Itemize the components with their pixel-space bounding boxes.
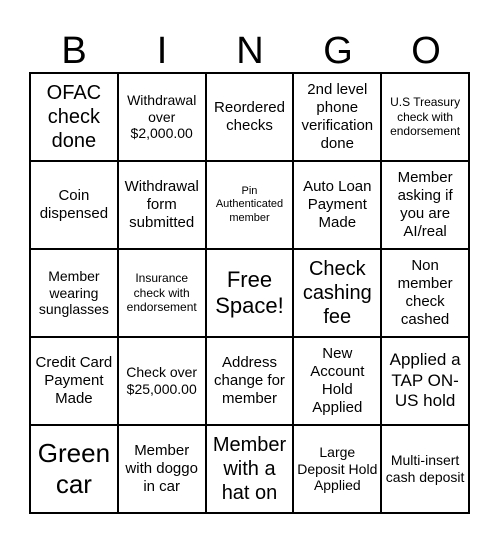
cell-text: Multi-insert cash deposit [385,452,465,485]
header-letter-n: N [236,30,264,72]
bingo-header [30,30,470,72]
bingo-cell[interactable] [206,249,294,337]
bingo-cell[interactable] [381,161,469,249]
bingo-grid [29,72,470,514]
bingo-cell[interactable] [206,425,294,513]
bingo-cell[interactable] [30,337,118,425]
cell-text: Check cashing fee [302,258,372,328]
cell-text: Withdrawal form submitted [124,178,199,231]
cell-text: U.S Treasury check with endorsement [390,95,461,139]
bingo-cell[interactable] [293,73,381,161]
bingo-cell[interactable] [30,161,118,249]
bingo-cell[interactable] [293,161,381,249]
cell-text: Member with doggo in car [125,442,198,495]
bingo-cell[interactable] [293,249,381,337]
bingo-cell[interactable] [381,337,469,425]
bingo-cell[interactable] [206,73,294,161]
header-letter-o: O [411,30,441,72]
bingo-cell[interactable] [206,337,294,425]
cell-text: Insurance check with endorsement [126,271,197,315]
cell-text: Member wearing sunglasses [38,267,109,318]
bingo-cell[interactable] [293,337,381,425]
cell-text: Auto Loan Payment Made [303,178,372,231]
bingo-cell[interactable] [30,425,118,513]
cell-text: Pin Authenticated member [215,185,284,224]
cell-text: Credit Card Payment Made [35,354,113,407]
cell-text: Large Deposit Hold Applied [297,443,378,494]
bingo-cell[interactable] [118,73,206,161]
cell-text: Check over $25,000.00 [126,364,198,397]
cell-text: Member asking if you are AI/real [397,169,453,240]
cell-text: 2nd level phone verification done [301,81,374,152]
cell-text: Green car [37,437,111,499]
cell-text: Non member check cashed [397,257,453,328]
bingo-cell[interactable] [293,425,381,513]
header-letter-i: I [156,30,168,72]
bingo-cell[interactable] [118,161,206,249]
bingo-cell[interactable] [30,249,118,337]
bingo-cell[interactable] [381,425,469,513]
bingo-cell[interactable] [381,249,469,337]
bingo-cell[interactable] [118,337,206,425]
cell-text: New Account Hold Applied [310,345,365,416]
cell-text: Member with a hat on [212,434,287,504]
bingo-cell[interactable] [30,73,118,161]
bingo-cell[interactable] [118,249,206,337]
bingo-cell[interactable] [118,425,206,513]
cell-text: Applied a TAP ON-US hold [389,350,461,411]
header-letter-g: G [323,30,353,72]
cell-text: OFAC check done [46,82,102,152]
cell-text: Address change for member [214,354,285,407]
cell-text: Withdrawal over $2,000.00 [127,91,197,142]
cell-text: Free Space! [215,266,284,318]
bingo-cell[interactable] [381,73,469,161]
bingo-cell[interactable] [206,161,294,249]
cell-text: Reordered checks [214,99,285,134]
header-letter-b: B [61,30,87,72]
cell-text: Coin dispensed [39,187,109,222]
